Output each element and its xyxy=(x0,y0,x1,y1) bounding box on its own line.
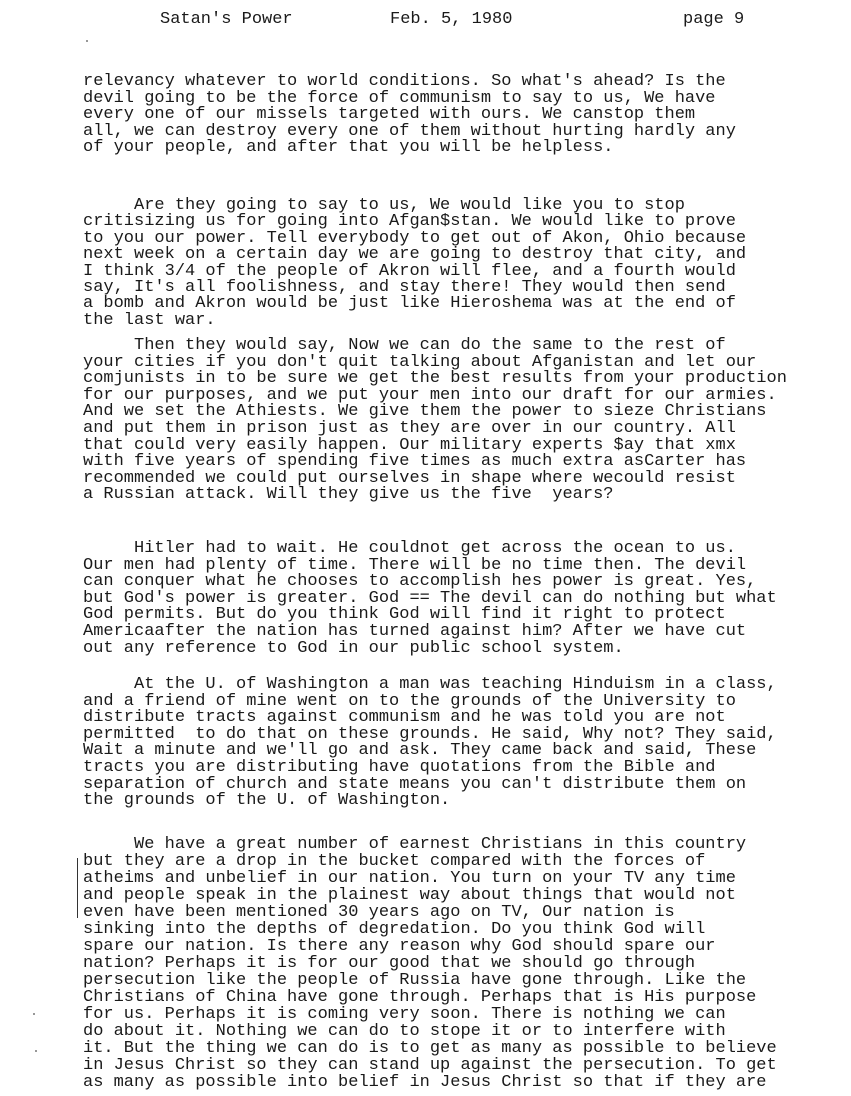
text-line: a bomb and Akron would be just like Hieroshema was at the end of xyxy=(83,294,736,314)
text-line: and a friend of mine went on to the grounds of the University to xyxy=(83,691,736,711)
paragraph-6 xyxy=(83,836,777,1091)
paragraph-3 xyxy=(83,338,787,504)
text-line: permitted to do that on these grounds. He said, Why not? They said, xyxy=(83,724,777,744)
text-line: nation? Perhaps it is for our good that we should go through xyxy=(83,954,696,973)
paragraph-1 xyxy=(83,74,736,157)
text-line: can conquer what he chooses to accomplish hes power is great. Yes, xyxy=(83,572,757,592)
text-line: Hitler had to wait. He couldnot get across the ocean to us. xyxy=(83,539,736,558)
text-line: And we set the Athiests. We give them the power to sieze Christians xyxy=(83,402,767,422)
text-line: Christians of China have gone through. Perhaps that is His purpose xyxy=(83,988,757,1007)
text-line: distribute tracts against communism and he was told you are not xyxy=(83,708,726,728)
text-line: atheims and unbelief in our nation. You turn on your TV any time xyxy=(83,869,736,888)
text-line: Our men had plenty of time. There will be no time then. The devil xyxy=(83,555,747,575)
text-line: all, we can destroy every one of them without hurting hardly any xyxy=(83,121,736,141)
scan-speck xyxy=(35,1050,37,1052)
text-line: but they are a drop in the bucket compared with the forces of xyxy=(83,852,706,871)
text-line: your cities if you don't quit talking about Afganistan and let our xyxy=(83,352,757,372)
text-line: but God's power is greater. God == The devil can do nothing but what xyxy=(83,588,777,608)
margin-mark xyxy=(77,858,78,918)
text-line: for our purposes, and we put your men into our draft for our armies. xyxy=(83,385,777,405)
text-line: say, It's all foolishness, and stay there! They would then send xyxy=(83,278,726,298)
text-line: and people speak in the plainest way about things that would not xyxy=(83,886,736,905)
text-line: relevancy whatever to world conditions. So what's ahead? Is the xyxy=(83,72,726,91)
paragraph-4 xyxy=(83,541,777,657)
text-line: with five years of spending five times as much extra asCarter has xyxy=(83,452,747,472)
text-line: sinking into the depths of degredation. Do you think God will xyxy=(83,920,706,939)
text-line: the grounds of the U. of Washington. xyxy=(83,791,451,811)
text-line: recommended we could put ourselves in shape where wecould resist xyxy=(83,468,736,488)
text-line: I think 3/4 of the people of Akron will flee, and a fourth would xyxy=(83,261,736,281)
text-line: comjunists in to be sure we get the best results from your production xyxy=(83,369,787,389)
text-line: the last war. xyxy=(83,310,216,330)
paragraph-5 xyxy=(83,677,777,810)
header-page-number: page 9 xyxy=(683,10,745,29)
text-line: out any reference to God in our public school system. xyxy=(83,638,624,658)
text-line: We have a great number of earnest Christians in this country xyxy=(83,835,747,854)
text-line: separation of church and state means you can't distribute them on xyxy=(83,774,747,794)
text-line: every one of our missels targeted with ours. We canstop them xyxy=(83,105,696,125)
text-line: do about it. Nothing we can do to stope it or to interfere with xyxy=(83,1022,726,1041)
text-line: next week on a certain day we are going to destroy that city, and xyxy=(83,245,747,265)
text-line: as many as possible into belief in Jesus Christ so that if they are xyxy=(83,1073,767,1092)
text-line: to you our power. Tell everybody to get out of Akon, Ohio because xyxy=(83,228,747,248)
text-line: Wait a minute and we'll go and ask. They came back and said, These xyxy=(83,741,757,761)
text-line: that could very easily happen. Our military experts $ay that xmx xyxy=(83,435,736,455)
text-line: Americaafter the nation has turned against him? After we have cut xyxy=(83,621,747,641)
text-line: critisizing us for going into Afgan$stan. We would like to prove xyxy=(83,212,736,232)
text-line: tracts you are distributing have quotations from the Bible and xyxy=(83,757,716,777)
text-line: in Jesus Christ so they can stand up against the persecution. To get xyxy=(83,1056,777,1075)
text-line: At the U. of Washington a man was teaching Hinduism in a class, xyxy=(83,675,777,694)
text-line: spare our nation. Is there any reason why God should spare our xyxy=(83,937,716,956)
text-line: and put them in prison just as they are over in our country. All xyxy=(83,418,736,438)
text-line: God permits. But do you think God will find it right to protect xyxy=(83,605,726,625)
text-line: for us. Perhaps it is coming very soon. There is nothing we can xyxy=(83,1005,726,1024)
header-date: Feb. 5, 1980 xyxy=(390,10,513,29)
scan-speck xyxy=(33,1013,35,1015)
text-line: a Russian attack. Will they give us the five years? xyxy=(83,485,614,505)
paragraph-2 xyxy=(83,198,746,329)
text-line: Are they going to say to us, We would like you to stop xyxy=(83,196,685,215)
text-line: Then they would say, Now we can do the same to the rest of xyxy=(83,336,726,355)
text-line: even have been mentioned 30 years ago on TV, Our nation is xyxy=(83,903,675,922)
scan-speck xyxy=(86,40,88,42)
text-line: of your people, and after that you will be helpless. xyxy=(83,138,614,158)
text-line: it. But the thing we can do is to get as many as possible to believe xyxy=(83,1039,777,1058)
text-line: persecution like the people of Russia have gone through. Like the xyxy=(83,971,747,990)
header-title: Satan's Power xyxy=(160,10,293,29)
text-line: devil going to be the force of communism to say to us, We have xyxy=(83,88,716,108)
